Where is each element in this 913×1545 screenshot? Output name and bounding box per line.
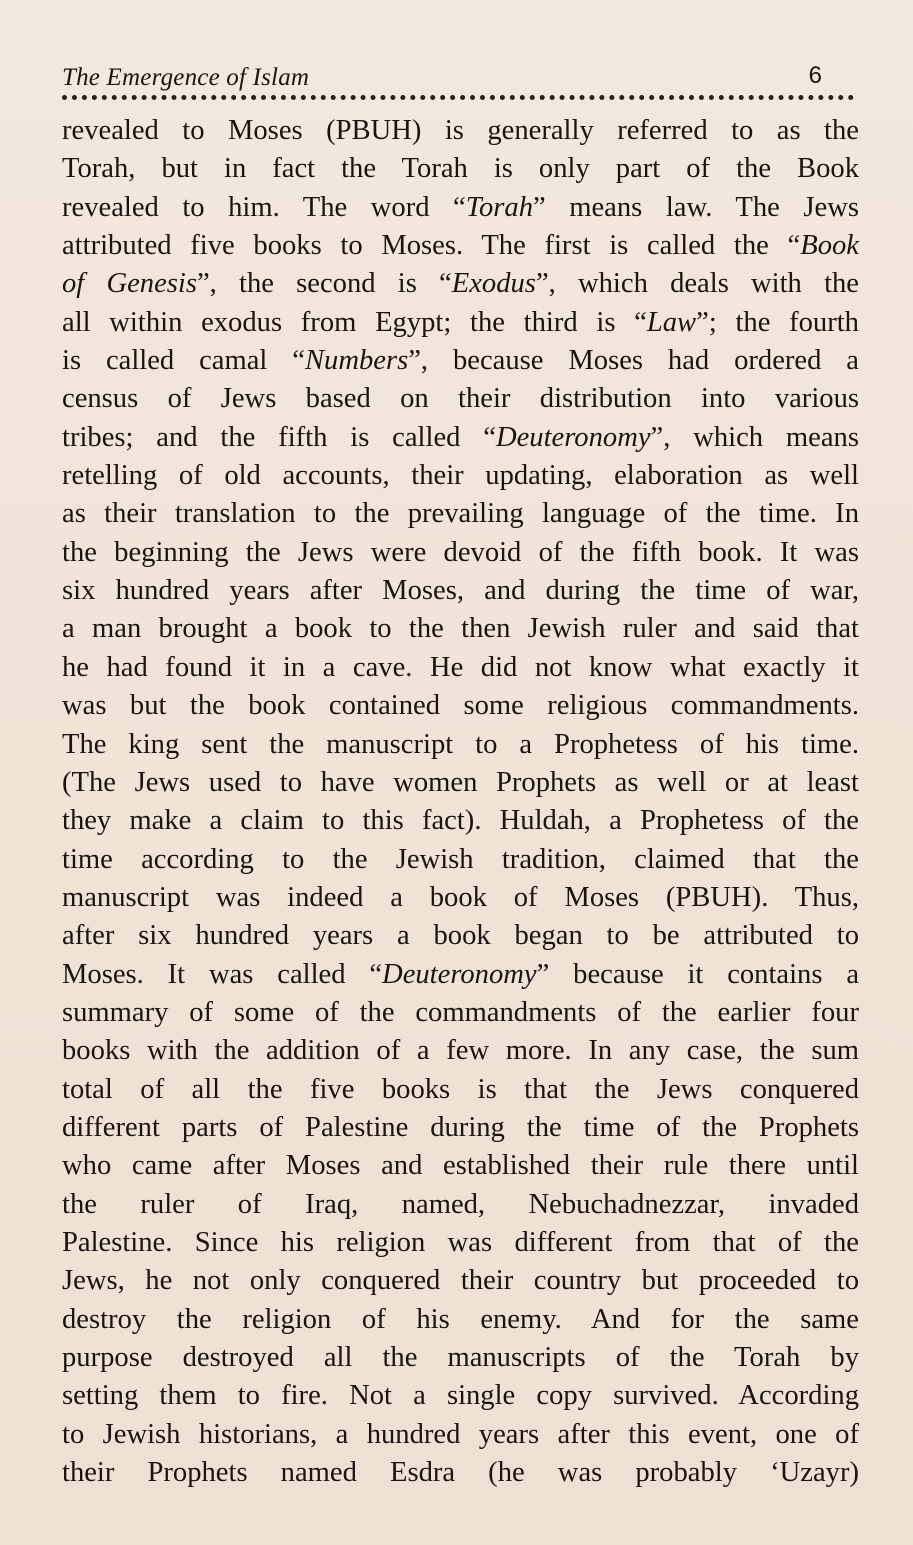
italic-term: Numbers xyxy=(304,345,409,377)
text-line: they make a claim to this fact). Huldah, a Prophetess of the xyxy=(62,805,859,837)
text-line: The king sent the manuscript to a Prophetess of his time. xyxy=(62,728,859,760)
text-line: census of Jews based on their distribution into various xyxy=(62,383,859,415)
text-line: Jews, he not only conquered their country but proceeded to xyxy=(62,1265,859,1297)
text-line: (The Jews used to have women Prophets as well or at least xyxy=(62,766,859,798)
text-line: revealed to him. The word “Torah” means law. The Jews xyxy=(62,191,859,223)
text-line: six hundred years after Moses, and during the time of war, xyxy=(62,575,859,607)
text-line: time according to the Jewish tradition, claimed that the xyxy=(62,843,859,875)
text-line: purpose destroyed all the manuscripts of the Torah by xyxy=(62,1342,859,1373)
body-text xyxy=(62,112,859,1492)
text-line: to Jewish historians, a hundred years after this event, one of xyxy=(62,1418,859,1450)
italic-term: Torah xyxy=(465,191,534,223)
italic-term: of Genesis xyxy=(62,268,197,300)
text-line: he had found it in a cave. He did not know what exactly it xyxy=(62,651,859,683)
text-line: all within exodus from Egypt; the third is “Law”; the fourth xyxy=(62,306,859,338)
italic-term: Exodus xyxy=(451,268,536,300)
text-line: different parts of Palestine during the time of the Prophets xyxy=(62,1111,859,1143)
page-number: 6 xyxy=(808,62,822,89)
text-line: manuscript was indeed a book of Moses (PBUH). Thus, xyxy=(62,881,859,913)
text-line: books with the addition of a few more. In any case, the sum xyxy=(62,1035,859,1067)
header-divider xyxy=(62,95,854,100)
text-line: Torah, but in fact the Torah is only part of the Book xyxy=(62,153,859,185)
text-line: is called camal “Numbers”, because Moses had ordered a xyxy=(62,345,859,377)
italic-term: Deuteronomy xyxy=(495,421,651,453)
text-line: the beginning the Jews were devoid of the fifth book. It was xyxy=(62,536,859,568)
italic-term: Deuteronomy xyxy=(382,958,537,990)
text-line: the ruler of Iraq, named, Nebuchadnezzar, invaded xyxy=(62,1188,859,1220)
italic-term: Book xyxy=(800,230,859,262)
text-line: of Genesis”, the second is “Exodus”, which deals with the xyxy=(62,268,859,300)
text-line: their Prophets named Esdra (he was probably ‘Uzayr) xyxy=(62,1457,859,1489)
book-title: The Emergence of Islam xyxy=(62,64,310,91)
text-line: a man brought a book to the then Jewish ruler and said that xyxy=(62,613,859,645)
text-line: as their translation to the prevailing language of the time. In xyxy=(62,498,859,530)
text-line: summary of some of the commandments of the earlier four xyxy=(62,996,859,1028)
text-line: Palestine. Since his religion was different from that of the xyxy=(62,1226,859,1258)
text-line: total of all the five books is that the Jews conquered xyxy=(62,1073,859,1105)
text-line: attributed five books to Moses. The first is called the “Book xyxy=(62,230,859,262)
italic-term: Law xyxy=(646,306,697,338)
text-line: tribes; and the fifth is called “Deuteronomy”, which means xyxy=(62,421,859,453)
text-line: who came after Moses and established their rule there until xyxy=(62,1150,859,1182)
text-line: was but the book contained some religious commandments. xyxy=(62,690,859,722)
text-line: revealed to Moses (PBUH) is generally referred to as the xyxy=(62,115,859,146)
text-line: retelling of old accounts, their updating, elaboration as well xyxy=(62,460,859,492)
text-line: Moses. It was called “Deuteronomy” because it contains a xyxy=(62,958,860,990)
text-line: destroy the religion of his enemy. And for the same xyxy=(62,1303,859,1335)
text-line: setting them to fire. Not a single copy survived. According xyxy=(62,1380,859,1412)
text-line: after six hundred years a book began to be attributed to xyxy=(62,920,859,952)
